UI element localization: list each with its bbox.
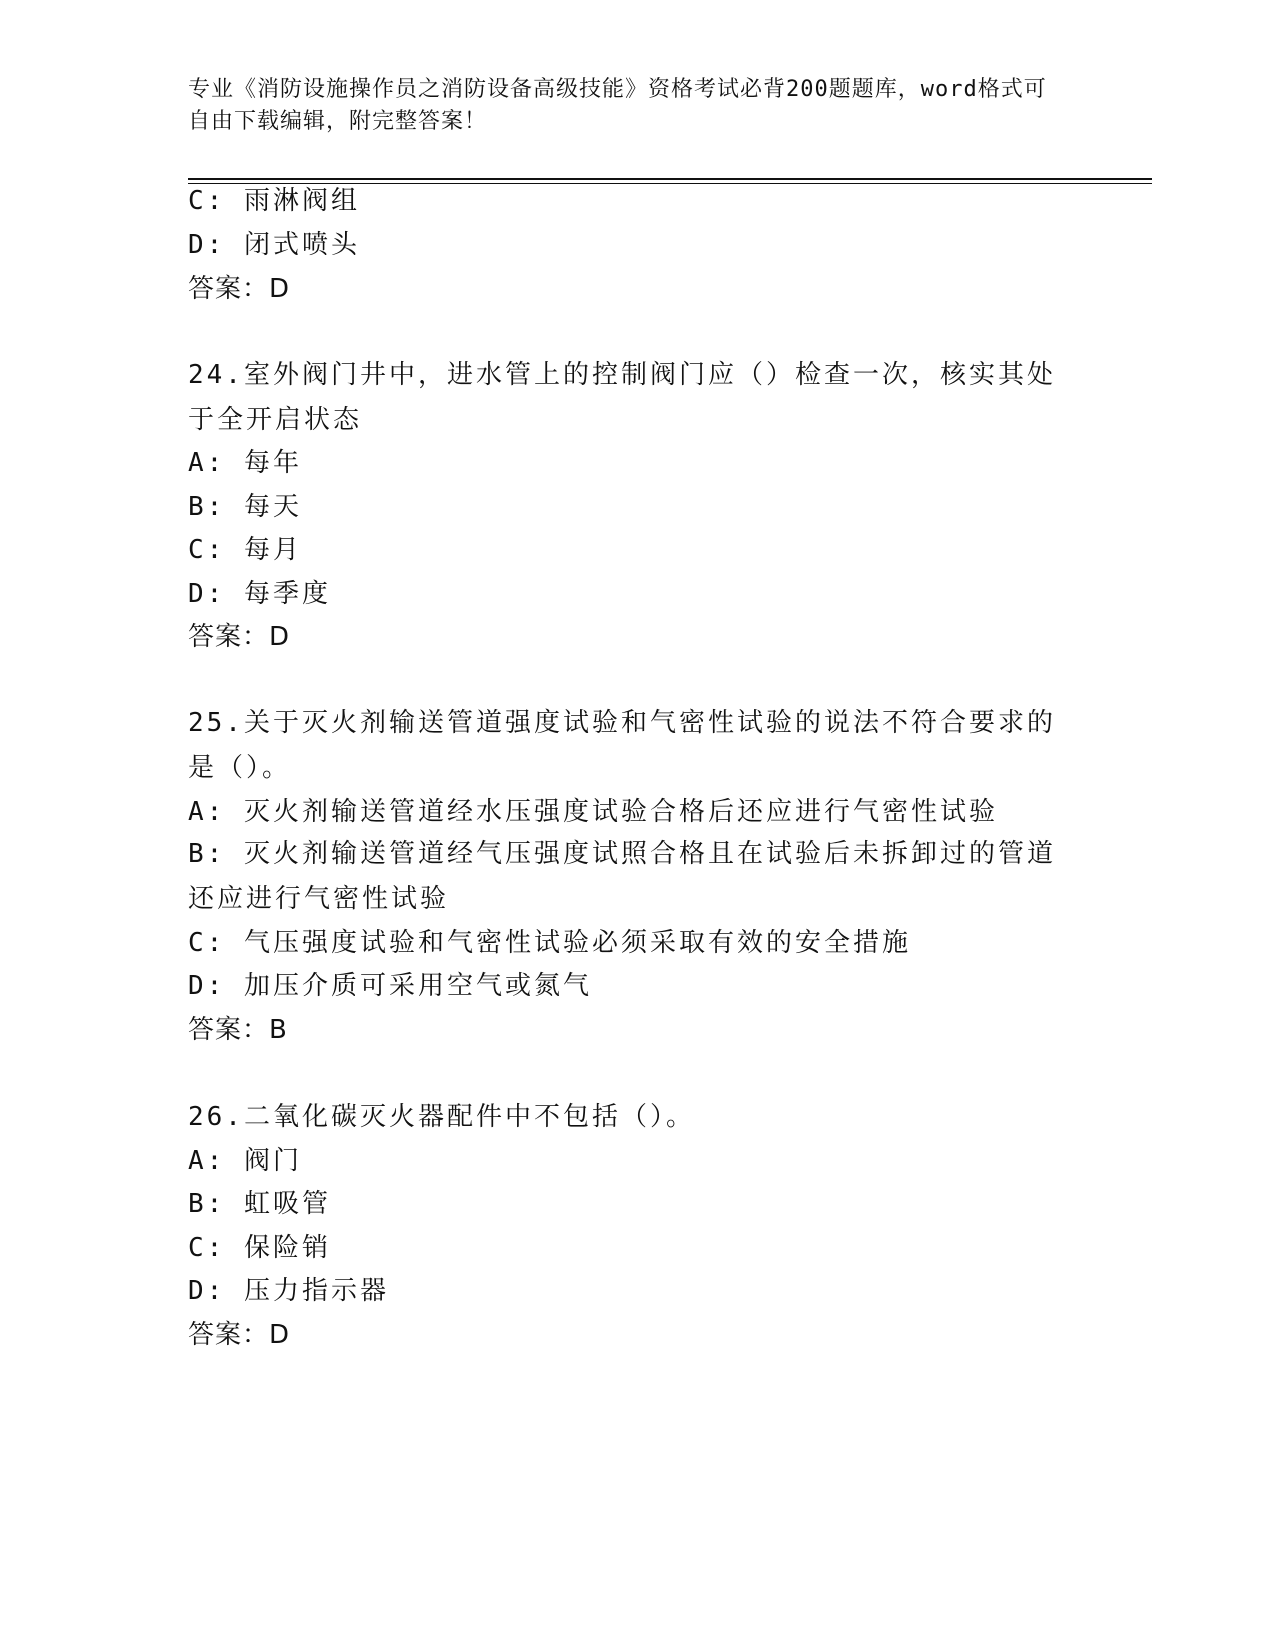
q26-option-d: D: 压力指示器 bbox=[188, 1276, 389, 1306]
q25-option-d: D: 加压介质可采用空气或氮气 bbox=[188, 971, 592, 1001]
q25-stem: 25.关于灭火剂输送管道强度试验和气密性试验的说法不符合要求的是（）。 bbox=[188, 708, 1056, 783]
q26-answer: 答案：D bbox=[188, 1320, 291, 1350]
q24-stem: 24.室外阀门井中，进水管上的控制阀门应（）检查一次，核实其处于全开启状态 bbox=[188, 360, 1056, 435]
q26-option-c: C: 保险销 bbox=[188, 1233, 331, 1263]
q24-option-b: B: 每天 bbox=[188, 492, 302, 522]
q25-option-b: B: 灭火剂输送管道经气压强度试照合格且在试验后未拆卸过的管道还应进行气密性试验 bbox=[188, 839, 1056, 914]
q26-option-a: A: 阀门 bbox=[188, 1146, 302, 1176]
q24-option-a: A: 每年 bbox=[188, 448, 302, 478]
q25-answer: 答案：B bbox=[188, 1015, 288, 1045]
q26-option-b: B: 虹吸管 bbox=[188, 1189, 331, 1219]
q24-option-c: C: 每月 bbox=[188, 535, 302, 565]
q25-option-c: C: 气压强度试验和气密性试验必须采取有效的安全措施 bbox=[188, 928, 911, 958]
q24-answer: 答案：D bbox=[188, 622, 291, 652]
q26-stem: 26.二氧化碳灭火器配件中不包括（）。 bbox=[188, 1102, 695, 1132]
q23-option-d: D: 闭式喷头 bbox=[188, 230, 360, 260]
q24-option-d: D: 每季度 bbox=[188, 579, 331, 609]
q25-option-a: A: 灭火剂输送管道经水压强度试验合格后还应进行气密性试验 bbox=[188, 797, 998, 827]
q23-answer: 答案：D bbox=[188, 274, 291, 304]
q23-option-c: C: 雨淋阀组 bbox=[188, 186, 360, 216]
page-header: 专业《消防设施操作员之消防设备高级技能》资格考试必背200题题库，word格式可自由下载编辑，附完整答案！ bbox=[188, 77, 1047, 134]
